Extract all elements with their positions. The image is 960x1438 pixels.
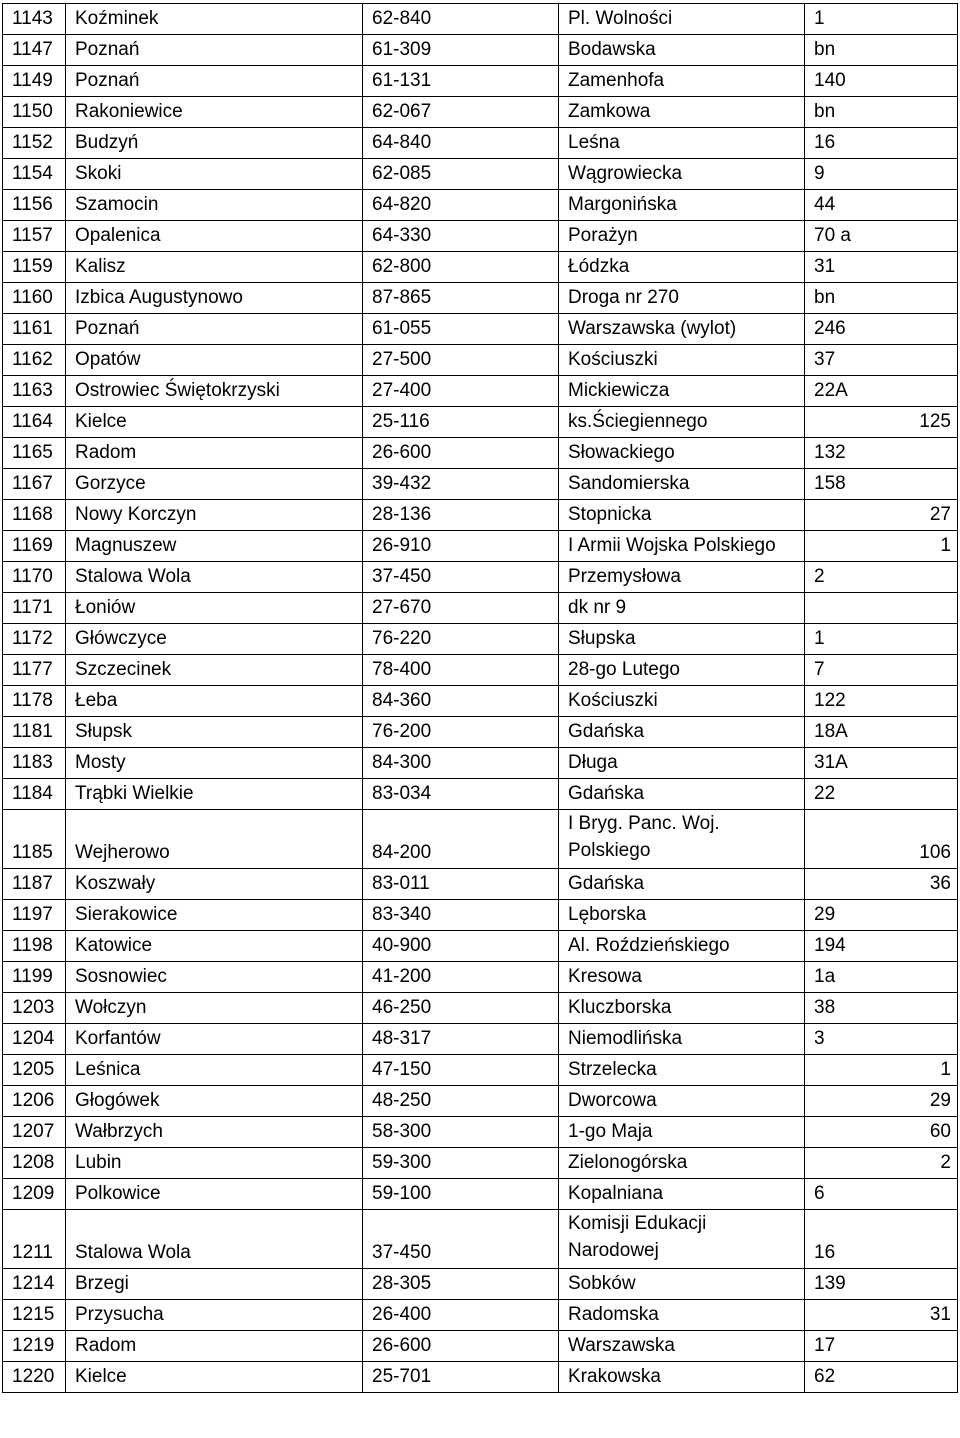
table-row [3, 314, 958, 345]
cell-street: Sobków [559, 1269, 805, 1300]
cell-street: Mickiewicza [559, 376, 805, 407]
table-row [3, 1117, 958, 1148]
cell-id: 1183 [3, 748, 66, 779]
cell-street: ks.Ściegiennego [559, 407, 805, 438]
cell-id: 1206 [3, 1086, 66, 1117]
table-row [3, 531, 958, 562]
cell-zip: 48-250 [363, 1086, 559, 1117]
cell-zip: 40-900 [363, 931, 559, 962]
cell-city: Nowy Korczyn [66, 500, 363, 531]
cell-zip: 84-300 [363, 748, 559, 779]
cell-number: 125 [805, 407, 958, 438]
cell-street: Strzelecka [559, 1055, 805, 1086]
cell-number: 140 [805, 66, 958, 97]
cell-number: 2 [805, 562, 958, 593]
cell-zip: 25-701 [363, 1362, 559, 1393]
cell-city: Przysucha [66, 1300, 363, 1331]
table-row [3, 376, 958, 407]
cell-id: 1209 [3, 1179, 66, 1210]
cell-id: 1215 [3, 1300, 66, 1331]
cell-street: Zielonogórska [559, 1148, 805, 1179]
cell-zip: 61-131 [363, 66, 559, 97]
table-row [3, 962, 958, 993]
cell-city: Brzegi [66, 1269, 363, 1300]
cell-id: 1198 [3, 931, 66, 962]
cell-number: 38 [805, 993, 958, 1024]
cell-id: 1143 [3, 4, 66, 35]
cell-number: 1 [805, 1055, 958, 1086]
cell-city: Mosty [66, 748, 363, 779]
cell-city: Główczyce [66, 624, 363, 655]
cell-number: 9 [805, 159, 958, 190]
cell-zip: 61-055 [363, 314, 559, 345]
cell-number: 158 [805, 469, 958, 500]
cell-zip: 39-432 [363, 469, 559, 500]
cell-number: 29 [805, 900, 958, 931]
cell-zip: 62-840 [363, 4, 559, 35]
cell-number: 44 [805, 190, 958, 221]
cell-zip: 84-360 [363, 686, 559, 717]
cell-zip: 59-300 [363, 1148, 559, 1179]
cell-id: 1160 [3, 283, 66, 314]
cell-id: 1159 [3, 252, 66, 283]
cell-number: 122 [805, 686, 958, 717]
cell-number: 139 [805, 1269, 958, 1300]
cell-zip: 78-400 [363, 655, 559, 686]
table-row [3, 159, 958, 190]
cell-id: 1220 [3, 1362, 66, 1393]
table-row [3, 779, 958, 810]
cell-street: Warszawska (wylot) [559, 314, 805, 345]
cell-zip: 37-450 [363, 562, 559, 593]
table-row [3, 1148, 958, 1179]
cell-street: Kopalniana [559, 1179, 805, 1210]
cell-city: Głogówek [66, 1086, 363, 1117]
table-row [3, 748, 958, 779]
cell-zip: 27-400 [363, 376, 559, 407]
cell-street: Leśna [559, 128, 805, 159]
table-row [3, 869, 958, 900]
cell-number: bn [805, 35, 958, 66]
table-row [3, 1269, 958, 1300]
cell-id: 1181 [3, 717, 66, 748]
cell-id: 1177 [3, 655, 66, 686]
cell-id: 1162 [3, 345, 66, 376]
cell-id: 1214 [3, 1269, 66, 1300]
cell-street: 28-go Lutego [559, 655, 805, 686]
table-row [3, 810, 958, 869]
cell-city: Gorzyce [66, 469, 363, 500]
cell-id: 1152 [3, 128, 66, 159]
cell-number [805, 593, 958, 624]
table-row [3, 993, 958, 1024]
cell-number: 17 [805, 1331, 958, 1362]
table-row [3, 1362, 958, 1393]
cell-street: Al. Roździeńskiego [559, 931, 805, 962]
cell-city: Rakoniewice [66, 97, 363, 128]
cell-street: Droga nr 270 [559, 283, 805, 314]
table-row [3, 500, 958, 531]
table-row [3, 221, 958, 252]
cell-zip: 26-910 [363, 531, 559, 562]
cell-number: bn [805, 283, 958, 314]
cell-id: 1157 [3, 221, 66, 252]
cell-city: Izbica Augustynowo [66, 283, 363, 314]
cell-number: 106 [805, 810, 958, 869]
cell-street: Dworcowa [559, 1086, 805, 1117]
cell-zip: 64-330 [363, 221, 559, 252]
cell-zip: 47-150 [363, 1055, 559, 1086]
table-row [3, 345, 958, 376]
cell-city: Łoniów [66, 593, 363, 624]
table-row [3, 469, 958, 500]
cell-city: Poznań [66, 314, 363, 345]
cell-street: Słowackiego [559, 438, 805, 469]
cell-id: 1165 [3, 438, 66, 469]
cell-city: Koszwały [66, 869, 363, 900]
cell-city: Polkowice [66, 1179, 363, 1210]
cell-zip: 61-309 [363, 35, 559, 66]
cell-city: Opalenica [66, 221, 363, 252]
cell-zip: 62-800 [363, 252, 559, 283]
cell-street: Gdańska [559, 869, 805, 900]
cell-city: Wejherowo [66, 810, 363, 869]
table-row [3, 252, 958, 283]
cell-city: Ostrowiec Świętokrzyski [66, 376, 363, 407]
cell-id: 1154 [3, 159, 66, 190]
cell-number: 27 [805, 500, 958, 531]
cell-street: Kresowa [559, 962, 805, 993]
stations-table [2, 3, 958, 1393]
cell-city: Sierakowice [66, 900, 363, 931]
table-row [3, 97, 958, 128]
cell-city: Budzyń [66, 128, 363, 159]
table-row [3, 66, 958, 97]
table-row [3, 438, 958, 469]
cell-zip: 76-200 [363, 717, 559, 748]
cell-zip: 41-200 [363, 962, 559, 993]
cell-street: Krakowska [559, 1362, 805, 1393]
cell-zip: 58-300 [363, 1117, 559, 1148]
cell-id: 1203 [3, 993, 66, 1024]
cell-city: Szczecinek [66, 655, 363, 686]
table-body [3, 4, 958, 1393]
table-row [3, 1086, 958, 1117]
cell-street: I Armii Wojska Polskiego [559, 531, 805, 562]
cell-city: Łeba [66, 686, 363, 717]
cell-city: Szamocin [66, 190, 363, 221]
cell-id: 1172 [3, 624, 66, 655]
cell-city: Kielce [66, 407, 363, 438]
cell-zip: 59-100 [363, 1179, 559, 1210]
table-row [3, 593, 958, 624]
cell-street: Przemysłowa [559, 562, 805, 593]
cell-number: 22 [805, 779, 958, 810]
cell-city: Kielce [66, 1362, 363, 1393]
cell-street: Kościuszki [559, 345, 805, 376]
cell-street: dk nr 9 [559, 593, 805, 624]
cell-city: Opatów [66, 345, 363, 376]
cell-city: Kalisz [66, 252, 363, 283]
cell-number: 31 [805, 1300, 958, 1331]
cell-zip: 83-011 [363, 869, 559, 900]
cell-id: 1178 [3, 686, 66, 717]
cell-zip: 83-340 [363, 900, 559, 931]
cell-city: Stalowa Wola [66, 562, 363, 593]
cell-id: 1150 [3, 97, 66, 128]
table-row [3, 1300, 958, 1331]
cell-city: Wołczyn [66, 993, 363, 1024]
cell-zip: 64-820 [363, 190, 559, 221]
cell-city: Magnuszew [66, 531, 363, 562]
cell-number: 60 [805, 1117, 958, 1148]
table-row [3, 686, 958, 717]
cell-street: Margonińska [559, 190, 805, 221]
table-row [3, 931, 958, 962]
cell-id: 1167 [3, 469, 66, 500]
cell-id: 1199 [3, 962, 66, 993]
cell-street: Długa [559, 748, 805, 779]
cell-number: 18A [805, 717, 958, 748]
cell-id: 1187 [3, 869, 66, 900]
cell-number: 31 [805, 252, 958, 283]
cell-street: 1-go Maja [559, 1117, 805, 1148]
cell-number: 1 [805, 4, 958, 35]
cell-id: 1147 [3, 35, 66, 66]
table-row [3, 624, 958, 655]
cell-zip: 48-317 [363, 1024, 559, 1055]
cell-id: 1184 [3, 779, 66, 810]
cell-street: Lęborska [559, 900, 805, 931]
table-row [3, 190, 958, 221]
cell-street: Stopnicka [559, 500, 805, 531]
cell-street: Pl. Wolności [559, 4, 805, 35]
table-row [3, 35, 958, 66]
cell-id: 1208 [3, 1148, 66, 1179]
cell-id: 1185 [3, 810, 66, 869]
table-row [3, 1055, 958, 1086]
cell-zip: 64-840 [363, 128, 559, 159]
table-row [3, 655, 958, 686]
table-row [3, 128, 958, 159]
cell-street: Komisji Edukacji Narodowej [559, 1210, 805, 1269]
cell-city: Katowice [66, 931, 363, 962]
cell-street: Kościuszki [559, 686, 805, 717]
cell-city: Lubin [66, 1148, 363, 1179]
cell-number: 3 [805, 1024, 958, 1055]
cell-number: 36 [805, 869, 958, 900]
cell-number: 132 [805, 438, 958, 469]
cell-zip: 83-034 [363, 779, 559, 810]
cell-id: 1169 [3, 531, 66, 562]
cell-street: I Bryg. Panc. Woj. Polskiego [559, 810, 805, 869]
cell-id: 1171 [3, 593, 66, 624]
cell-zip: 25-116 [363, 407, 559, 438]
cell-city: Koźminek [66, 4, 363, 35]
cell-number: 31A [805, 748, 958, 779]
cell-id: 1163 [3, 376, 66, 407]
cell-zip: 37-450 [363, 1210, 559, 1269]
cell-number: 70 a [805, 221, 958, 252]
cell-street: Słupska [559, 624, 805, 655]
cell-zip: 46-250 [363, 993, 559, 1024]
cell-city: Trąbki Wielkie [66, 779, 363, 810]
cell-street: Niemodlińska [559, 1024, 805, 1055]
table-row [3, 717, 958, 748]
cell-zip: 27-500 [363, 345, 559, 376]
cell-id: 1197 [3, 900, 66, 931]
cell-number: 194 [805, 931, 958, 962]
cell-number: 6 [805, 1179, 958, 1210]
table-row [3, 1331, 958, 1362]
cell-city: Skoki [66, 159, 363, 190]
cell-number: 16 [805, 1210, 958, 1269]
cell-city: Korfantów [66, 1024, 363, 1055]
cell-zip: 28-305 [363, 1269, 559, 1300]
cell-street: Gdańska [559, 779, 805, 810]
cell-street: Radomska [559, 1300, 805, 1331]
cell-id: 1207 [3, 1117, 66, 1148]
cell-number: 2 [805, 1148, 958, 1179]
cell-zip: 27-670 [363, 593, 559, 624]
cell-id: 1164 [3, 407, 66, 438]
cell-id: 1211 [3, 1210, 66, 1269]
cell-id: 1204 [3, 1024, 66, 1055]
cell-city: Radom [66, 438, 363, 469]
cell-number: 29 [805, 1086, 958, 1117]
cell-street: Zamenhofa [559, 66, 805, 97]
cell-zip: 84-200 [363, 810, 559, 869]
cell-street: Sandomierska [559, 469, 805, 500]
cell-city: Poznań [66, 35, 363, 66]
table-row [3, 1210, 958, 1269]
table-row [3, 562, 958, 593]
cell-number: 1 [805, 531, 958, 562]
cell-zip: 28-136 [363, 500, 559, 531]
table-row [3, 4, 958, 35]
table-row [3, 1179, 958, 1210]
cell-number: 1a [805, 962, 958, 993]
cell-zip: 62-067 [363, 97, 559, 128]
table-row [3, 407, 958, 438]
cell-street: Gdańska [559, 717, 805, 748]
table-row [3, 1024, 958, 1055]
cell-id: 1205 [3, 1055, 66, 1086]
cell-city: Wałbrzych [66, 1117, 363, 1148]
cell-street: Zamkowa [559, 97, 805, 128]
cell-city: Słupsk [66, 717, 363, 748]
cell-id: 1161 [3, 314, 66, 345]
cell-number: bn [805, 97, 958, 128]
cell-street: Porażyn [559, 221, 805, 252]
table-row [3, 283, 958, 314]
cell-number: 246 [805, 314, 958, 345]
cell-zip: 87-865 [363, 283, 559, 314]
cell-street: Wągrowiecka [559, 159, 805, 190]
cell-number: 62 [805, 1362, 958, 1393]
cell-city: Sosnowiec [66, 962, 363, 993]
cell-id: 1149 [3, 66, 66, 97]
cell-id: 1156 [3, 190, 66, 221]
cell-zip: 62-085 [363, 159, 559, 190]
cell-id: 1219 [3, 1331, 66, 1362]
cell-zip: 76-220 [363, 624, 559, 655]
cell-number: 37 [805, 345, 958, 376]
cell-zip: 26-400 [363, 1300, 559, 1331]
cell-number: 1 [805, 624, 958, 655]
cell-street: Kluczborska [559, 993, 805, 1024]
cell-street: Bodawska [559, 35, 805, 66]
cell-zip: 26-600 [363, 1331, 559, 1362]
cell-street: Warszawska [559, 1331, 805, 1362]
cell-city: Stalowa Wola [66, 1210, 363, 1269]
cell-number: 7 [805, 655, 958, 686]
cell-city: Poznań [66, 66, 363, 97]
cell-id: 1170 [3, 562, 66, 593]
cell-city: Radom [66, 1331, 363, 1362]
cell-number: 16 [805, 128, 958, 159]
cell-number: 22A [805, 376, 958, 407]
cell-zip: 26-600 [363, 438, 559, 469]
cell-city: Leśnica [66, 1055, 363, 1086]
table-row [3, 900, 958, 931]
cell-id: 1168 [3, 500, 66, 531]
cell-street: Łódzka [559, 252, 805, 283]
